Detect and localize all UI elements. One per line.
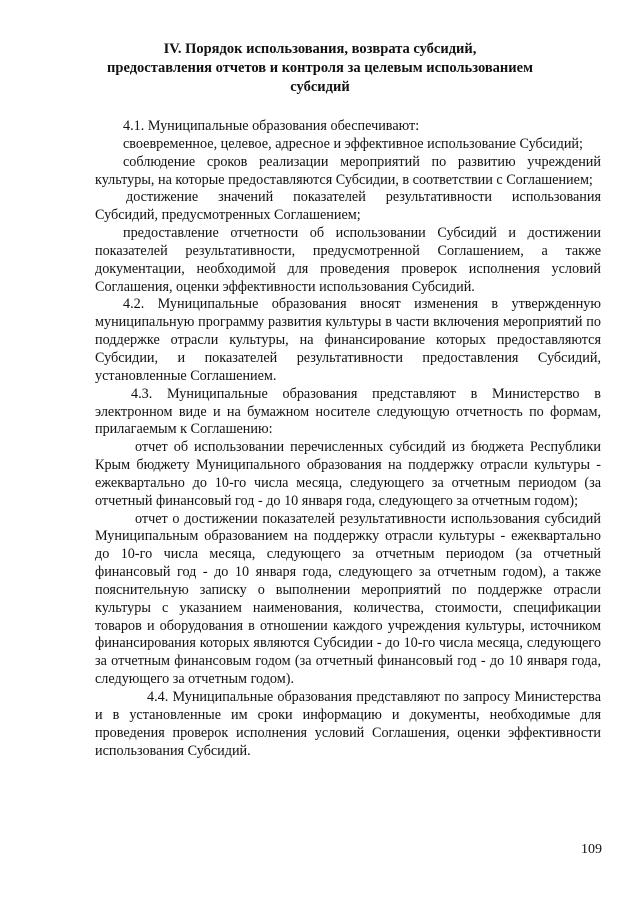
page-number: 109 bbox=[581, 842, 602, 857]
paragraph-4-4: 4.4. Муниципальные образования представляют по запросу Министерства и в установленные им сроки информацию и документы, необходимые для проведения проверок исполнения условий Соглашения, оценки эффективности использования Субсидий. bbox=[95, 689, 601, 759]
section-heading bbox=[90, 40, 550, 97]
heading-line-3: субсидий bbox=[290, 79, 350, 95]
paragraph-usage-report: отчет об использовании перечисленных субсидий из бюджета Республики Крым бюджету Муниципального образования на поддержку отрасли культуры - ежеквартально до 10-го числа месяца, следующего за отчетным периодом (за отчетный финансовый год - до 10 января года, следующего за отчетным годом); bbox=[95, 439, 601, 509]
heading-line-1: IV. Порядок использования, возврата субсидий, bbox=[163, 41, 477, 57]
paragraph-4-1: 4.1. Муниципальные образования обеспечивают: bbox=[123, 118, 420, 134]
paragraph-4-3: 4.3. Муниципальные образования представляют в Министерство в электронном виде и на бумажном носителе следующую отчетность по формам, прилагаемым к Соглашению: bbox=[95, 385, 601, 438]
paragraph-deadlines: соблюдение сроков реализации мероприятий по развитию учреждений культуры, на которые предоставляются Субсидии, в соответствии с Соглашением; bbox=[95, 153, 601, 188]
paragraph-results-report: отчет о достижении показателей результативности использования субсидий Муниципальным образованием на поддержку отрасли культуры - ежеквартально до 10-го числа месяца, следующего за отчетным периодом (за отчетный финансовый год - до 10 января года, следующего за отчетным годом), а также пояснительную записку о выполнении мероприятий по поддержке отрасли культуры с указанием наименования, количества, стоимости, спецификации товаров и оборудования в отношении каждого учреждения культуры, источником финансирования которых являются Субсидии - до 10-го числа месяца, следующего за отчетным финансовым годом (за отчетный финансовый год - до 10 января года, следующего за отчетным годом). bbox=[95, 510, 601, 688]
heading-line-2: предоставления отчетов и контроля за целевым использованием bbox=[107, 60, 533, 76]
paragraph-indicators: достижение значений показателей результативности использования Субсидий, предусмотренных Соглашением; bbox=[95, 189, 601, 224]
paragraph-timely-use: своевременное, целевое, адресное и эффективное использование Субсидий; bbox=[123, 135, 583, 152]
paragraph-4-2: 4.2. Муниципальные образования вносят изменения в утвержденную муниципальную программу развития культуры в части включения мероприятий по поддержке отрасли культуры, на финансирование которых предоставляются Субсидии, и показателей результативности предоставления Субсидий, установленные Соглашением. bbox=[95, 296, 601, 384]
paragraph-reporting: предоставление отчетности об использовании Субсидий и достижении показателей результативности, предусмотренной Соглашением, а также документации, необходимой для проведения проверок исполнения условий Соглашения, оценки эффективности использования Субсидий. bbox=[95, 225, 601, 295]
document-body bbox=[95, 118, 601, 760]
